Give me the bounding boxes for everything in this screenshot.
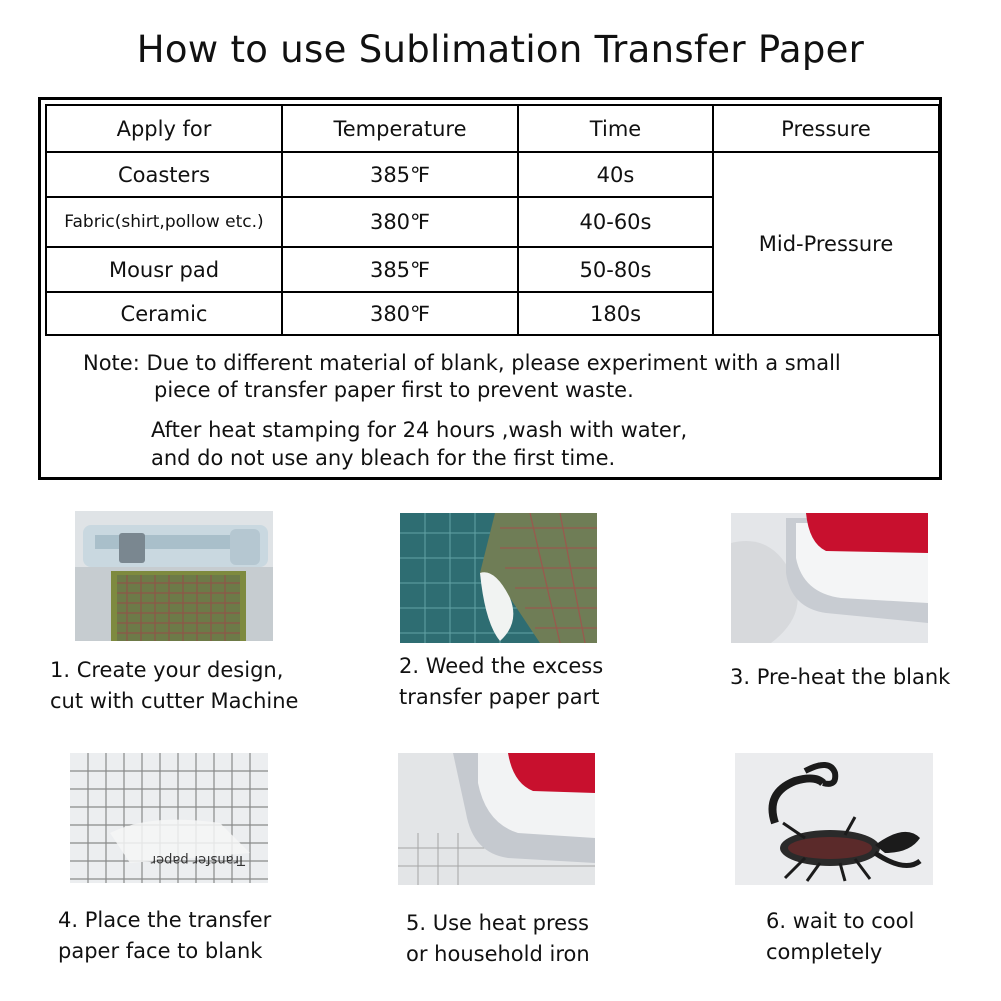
cell-time: 40s — [518, 152, 713, 197]
cell-apply: Fabric(shirt,pollow etc.) — [46, 197, 282, 247]
header-apply-for: Apply for — [46, 105, 282, 152]
table-row — [46, 152, 939, 197]
step-2-line-2: transfer paper part — [399, 685, 600, 709]
table-header-row — [46, 105, 939, 152]
cell-temp: 385℉ — [282, 152, 518, 197]
note-text — [83, 350, 841, 404]
header-pressure: Pressure — [713, 105, 939, 152]
cell-apply: Mousr pad — [46, 247, 282, 292]
cell-apply: Ceramic — [46, 292, 282, 335]
cell-time: 40-60s — [518, 197, 713, 247]
step-5-line-2: or household iron — [406, 942, 590, 966]
wash-note — [151, 416, 687, 472]
spec-table — [45, 104, 940, 336]
step-6-line-2: completely — [766, 940, 883, 964]
cell-time: 180s — [518, 292, 713, 335]
spec-box — [38, 97, 942, 480]
cell-pressure: Mid-Pressure — [713, 152, 939, 335]
heat-press-photo — [398, 753, 595, 885]
step-6-caption — [766, 906, 914, 968]
mirrored-transfer-text: Transfer paper — [150, 852, 245, 867]
step-1-line-2: cut with cutter Machine — [50, 689, 299, 713]
step-1-caption — [50, 655, 298, 717]
cell-apply: Coasters — [46, 152, 282, 197]
note-line-3: After heat stamping for 24 hours ,wash with water, — [151, 418, 688, 442]
scorpion-result-photo — [735, 753, 933, 885]
page-title: How to use Sublimation Transfer Paper — [136, 28, 865, 71]
step-2-line-1: 2. Weed the excess — [399, 654, 604, 678]
step-5-caption — [406, 908, 590, 970]
cell-temp: 385℉ — [282, 247, 518, 292]
note-line-1: Note: Due to different material of blank, please experiment with a small — [83, 351, 841, 375]
cell-temp: 380℉ — [282, 197, 518, 247]
preheat-photo — [731, 513, 928, 643]
note-line-4: and do not use any bleach for the first time. — [151, 446, 616, 470]
step-4-line-1: 4. Place the transfer — [58, 908, 272, 932]
step-4-line-2: paper face to blank — [58, 939, 263, 963]
cell-temp: 380℉ — [282, 292, 518, 335]
step-3-caption — [730, 662, 950, 693]
step-1-line-1: 1. Create your design, — [50, 658, 284, 682]
step-4-caption — [58, 905, 271, 967]
step-5-line-1: 5. Use heat press — [406, 911, 589, 935]
step-3-line-1: 3. Pre-heat the blank — [730, 665, 951, 689]
cell-time: 50-80s — [518, 247, 713, 292]
step-6-line-1: 6. wait to cool — [766, 909, 915, 933]
note-line-2: piece of transfer paper first to prevent waste. — [154, 378, 634, 402]
weeding-photo — [400, 513, 597, 643]
cutter-machine-photo — [75, 511, 273, 641]
header-time: Time — [518, 105, 713, 152]
place-transfer-photo — [70, 753, 268, 883]
header-temperature: Temperature — [282, 105, 518, 152]
step-2-caption — [399, 651, 603, 713]
